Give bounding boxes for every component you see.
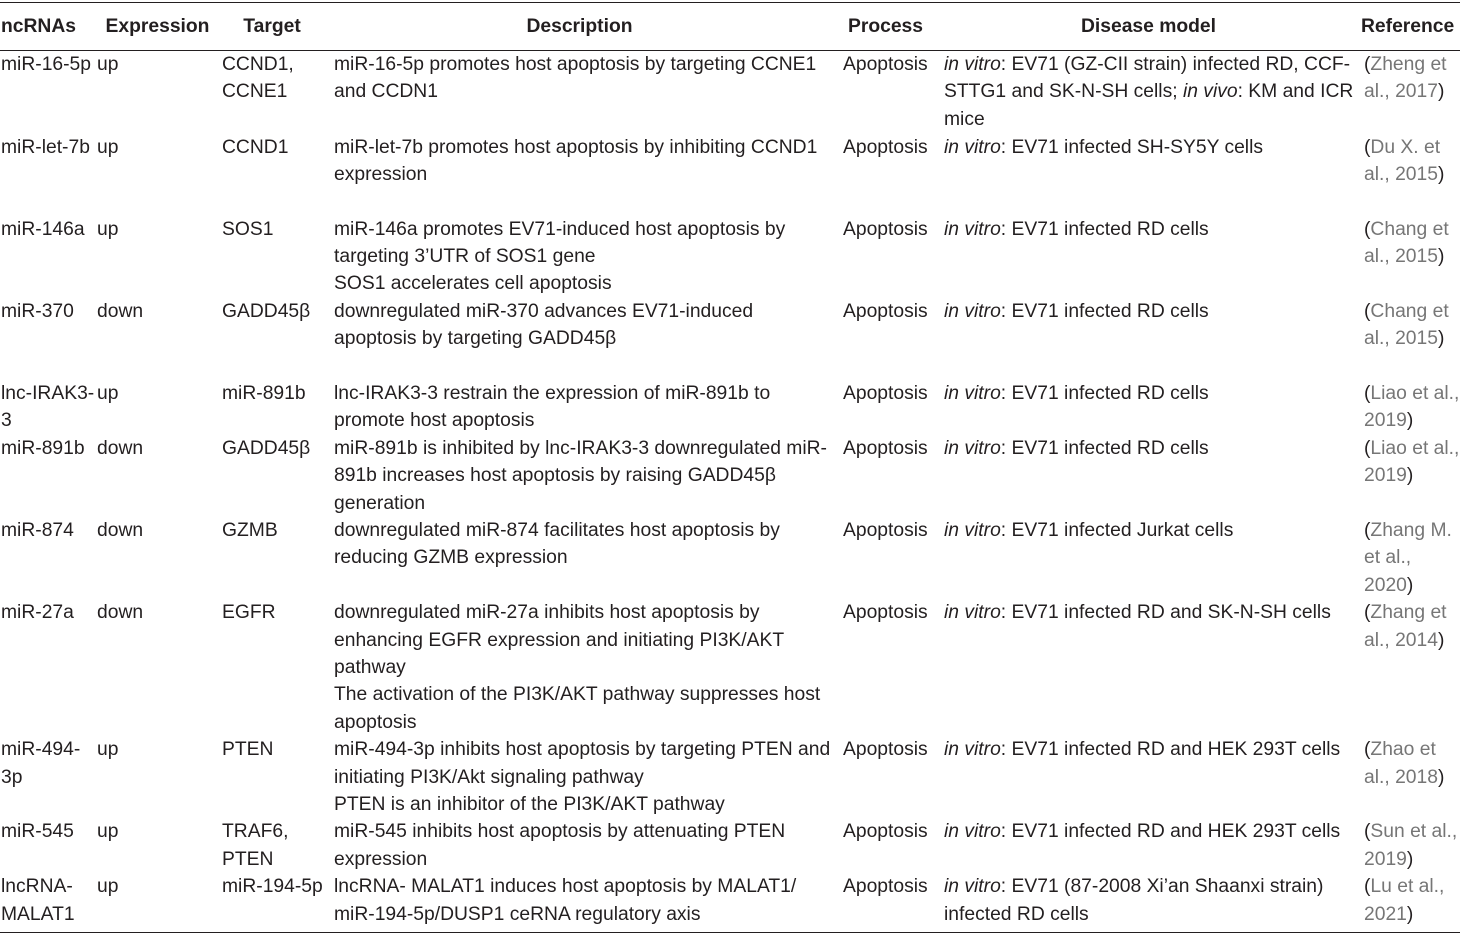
ref-open-paren: ( [1364,382,1371,404]
header-process: Process [834,3,937,51]
cell-description [325,517,834,599]
table-row [0,51,1460,134]
cell-expression: up [97,54,119,75]
cell-reference [1360,873,1460,932]
cell-ncrna: miR-874 [1,519,74,541]
model-text: : EV71 (87-2008 Xi’an Shaanxi strain) infected RD cells [944,876,1324,925]
cell-target: CCND1, CCNE1 [222,54,294,103]
ref-close-paren: ) [1406,410,1414,432]
cell-disease-model [937,51,1360,134]
model-text: : EV71 infected RD and HEK 293T cells [1000,739,1341,761]
table-row [0,736,1460,818]
header-target: Target [219,3,325,51]
table-row [0,818,1460,873]
model-text: : EV71 infected RD cells [1000,437,1209,459]
cell-target: miR-194-5p [219,873,325,932]
cell-process: Apoptosis [843,602,928,624]
cell-disease-model [937,818,1360,873]
model-italic-text: in vitro [944,821,1001,843]
reference-link[interactable]: Lu et al., 2021 [1364,876,1445,925]
cell-ncrna: miR-545 [1,821,74,843]
description-line: PTEN is an inhibitor of the PI3K/AKT pathway [334,794,725,815]
reference-link[interactable]: Chang et al., 2015 [1364,218,1449,267]
cell-process: Apoptosis [843,382,928,404]
model-italic-text: in vitro [944,300,1001,322]
header-description: Description [325,3,834,51]
cell-description [325,435,834,517]
cell-disease-model [937,216,1360,298]
cell-process: Apoptosis [843,300,928,322]
cell-ncrna: lnc-IRAK3-3 [1,382,95,432]
cell-ncrna: miR-494-3p [1,739,81,788]
description-line: The activation of the PI3K/AKT pathway suppresses host apoptosis [334,684,821,733]
cell-expression: down [97,300,144,322]
cell-expression: up [97,136,119,158]
cell-expression: up [97,739,119,761]
reference-link[interactable]: Zheng et al., 2017 [1364,54,1447,103]
description-line: miR-494-3p inhibits host apoptosis by targeting PTEN and initiating PI3K/Akt signaling pathway [334,739,831,788]
ref-open-paren: ( [1364,739,1371,761]
description-line: miR-146a promotes EV71-induced host apoptosis by targeting 3’UTR of SOS1 gene [334,218,786,267]
cell-process: Apoptosis [843,136,928,158]
cell-process: Apoptosis [843,519,928,541]
cell-target: GADD45β [222,300,311,322]
description-line: lncRNA- MALAT1 induces host apoptosis by MALAT1/ miR-194-5p/DUSP1 ceRNA regulatory axis [334,876,797,925]
ref-open-paren: ( [1364,54,1371,75]
ncrna-apoptosis-table [0,2,1460,933]
ref-open-paren: ( [1364,300,1371,322]
cell-expression: up [96,873,219,932]
reference-link[interactable]: Chang et al., 2015 [1364,300,1449,350]
reference-link[interactable]: Liao et al., 2019 [1364,437,1460,487]
cell-reference [1360,134,1460,216]
model-text: : EV71 infected SH-SY5Y cells [1000,136,1264,158]
cell-target: SOS1 [222,218,274,240]
model-italic-text: in vitro [944,54,1001,75]
cell-expression: down [97,602,144,624]
table-row [0,435,1460,517]
cell-reference [1360,435,1460,517]
cell-reference [1360,216,1460,298]
cell-description [325,599,834,736]
cell-target: PTEN [222,739,274,761]
reference-link[interactable]: Zhao et al., 2018 [1364,739,1438,788]
reference-link[interactable]: Du X. et al., 2015 [1364,136,1441,185]
description-line: downregulated miR-874 facilitates host apoptosis by reducing GZMB expression [334,519,780,569]
cell-process: Apoptosis [834,873,937,932]
ref-open-paren: ( [1364,876,1371,898]
cell-disease-model [937,134,1360,216]
model-italic-text: in vitro [944,218,1001,240]
cell-ncrna: miR-370 [1,300,74,322]
cell-target: EGFR [222,602,276,624]
cell-ncrna: miR-146a [1,218,85,240]
cell-description [325,380,834,435]
cell-description [325,873,834,932]
table-header-row [0,3,1460,51]
table-body [0,51,1460,933]
cell-process: Apoptosis [843,821,928,843]
cell-target: TRAF6, PTEN [222,821,289,870]
cell-target: miR-891b [222,382,306,404]
model-text: : KM and ICR mice [944,81,1354,130]
model-text: : EV71 (GZ-CII strain) infected RD, CCF-STTG1 and SK-N-SH cells; [944,54,1351,103]
cell-description [325,736,834,818]
description-line: SOS1 accelerates cell apoptosis [334,273,612,295]
cell-ncrna: miR-let-7b [1,136,90,158]
cell-ncrna: lncRNA-MALAT1 [0,873,96,932]
table-row [0,380,1460,435]
cell-reference [1360,51,1460,134]
cell-reference [1360,517,1460,599]
cell-disease-model [937,599,1360,736]
cell-disease-model [937,517,1360,599]
model-text: : EV71 infected RD and SK-N-SH cells [1000,602,1331,624]
cell-disease-model [937,435,1360,517]
model-italic-text: in vivo [1182,81,1238,103]
cell-process: Apoptosis [843,54,928,75]
model-text: : EV71 infected RD and HEK 293T cells [1000,821,1341,843]
cell-expression: down [97,519,144,541]
model-italic-text: in vitro [944,876,1001,898]
model-text: : EV71 infected Jurkat cells [1000,519,1234,541]
ref-close-paren: ) [1406,574,1414,596]
reference-link[interactable]: Liao et al., 2019 [1364,382,1460,432]
ref-open-paren: ( [1364,821,1371,843]
table-row [0,599,1460,736]
cell-description [325,818,834,873]
ref-close-paren: ) [1406,848,1414,870]
header-ncrnas: ncRNAs [0,3,96,51]
model-italic-text: in vitro [944,739,1001,761]
reference-link[interactable]: Sun et al., 2019 [1364,821,1458,870]
model-italic-text: in vitro [944,437,1001,459]
header-disease-model: Disease model [937,3,1360,51]
description-line: miR-545 inhibits host apoptosis by attenuating PTEN expression [334,821,786,870]
model-italic-text: in vitro [944,519,1001,541]
ref-close-paren: ) [1437,328,1445,350]
description-line: miR-891b is inhibited by lnc-IRAK3-3 downregulated miR-891b increases host apoptosis by raising GADD45β generation [334,437,827,514]
cell-expression: up [97,821,119,843]
ref-close-paren: ) [1437,245,1445,267]
model-italic-text: in vitro [944,136,1001,158]
ref-close-paren: ) [1406,903,1414,925]
cell-description [325,216,834,298]
header-reference: Reference [1360,3,1460,51]
cell-description [325,134,834,216]
table-row [0,298,1460,380]
cell-ncrna: miR-27a [1,602,74,624]
description-line: downregulated miR-370 advances EV71-induced apoptosis by targeting GADD45β [334,300,754,350]
cell-disease-model [937,873,1360,932]
cell-process: Apoptosis [843,437,928,459]
cell-description [325,51,834,134]
header-expression: Expression [96,3,219,51]
table-row [0,873,1460,932]
cell-reference [1360,599,1460,736]
cell-description [325,298,834,380]
table-row [0,216,1460,298]
ref-open-paren: ( [1364,437,1371,459]
cell-ncrna: miR-891b [1,437,85,459]
cell-target: CCND1 [222,136,289,158]
model-italic-text: in vitro [944,382,1001,404]
cell-disease-model [937,380,1360,435]
reference-link[interactable]: Zhang et al., 2014 [1364,602,1447,651]
description-line: downregulated miR-27a inhibits host apoptosis by enhancing EGFR expression and initiating PI3K/AKT pathway [334,602,784,678]
cell-expression: down [97,437,144,459]
cell-process: Apoptosis [843,739,928,761]
model-text: : EV71 infected RD cells [1000,382,1209,404]
ref-open-paren: ( [1364,218,1371,240]
ref-open-paren: ( [1364,136,1371,158]
cell-reference [1360,736,1460,818]
ref-close-paren: ) [1437,766,1445,788]
description-line: miR-16-5p promotes host apoptosis by targeting CCNE1 and CCDN1 [334,54,817,103]
ref-open-paren: ( [1364,602,1371,624]
model-text: : EV71 infected RD cells [1000,300,1209,322]
cell-expression: up [97,218,119,240]
cell-disease-model [937,298,1360,380]
model-text: : EV71 infected RD cells [1000,218,1209,240]
reference-link[interactable]: Zhang M. et al., 2020 [1364,519,1452,596]
model-italic-text: in vitro [944,602,1001,624]
ref-close-paren: ) [1406,465,1414,487]
ref-close-paren: ) [1437,81,1445,103]
cell-reference [1360,818,1460,873]
ref-close-paren: ) [1437,629,1445,651]
cell-ncrna: miR-16-5p [1,54,92,75]
cell-process: Apoptosis [843,218,928,240]
table-row [0,134,1460,216]
cell-target: GADD45β [222,437,311,459]
cell-reference [1360,380,1460,435]
table-row [0,517,1460,599]
cell-reference [1360,298,1460,380]
ref-close-paren: ) [1437,163,1445,185]
description-line: miR-let-7b promotes host apoptosis by inhibiting CCND1 expression [334,136,818,185]
cell-disease-model [937,736,1360,818]
description-line: lnc-IRAK3-3 restrain the expression of miR-891b to promote host apoptosis [334,382,771,432]
cell-target: GZMB [222,519,278,541]
cell-expression: up [97,382,119,404]
ref-open-paren: ( [1364,519,1371,541]
